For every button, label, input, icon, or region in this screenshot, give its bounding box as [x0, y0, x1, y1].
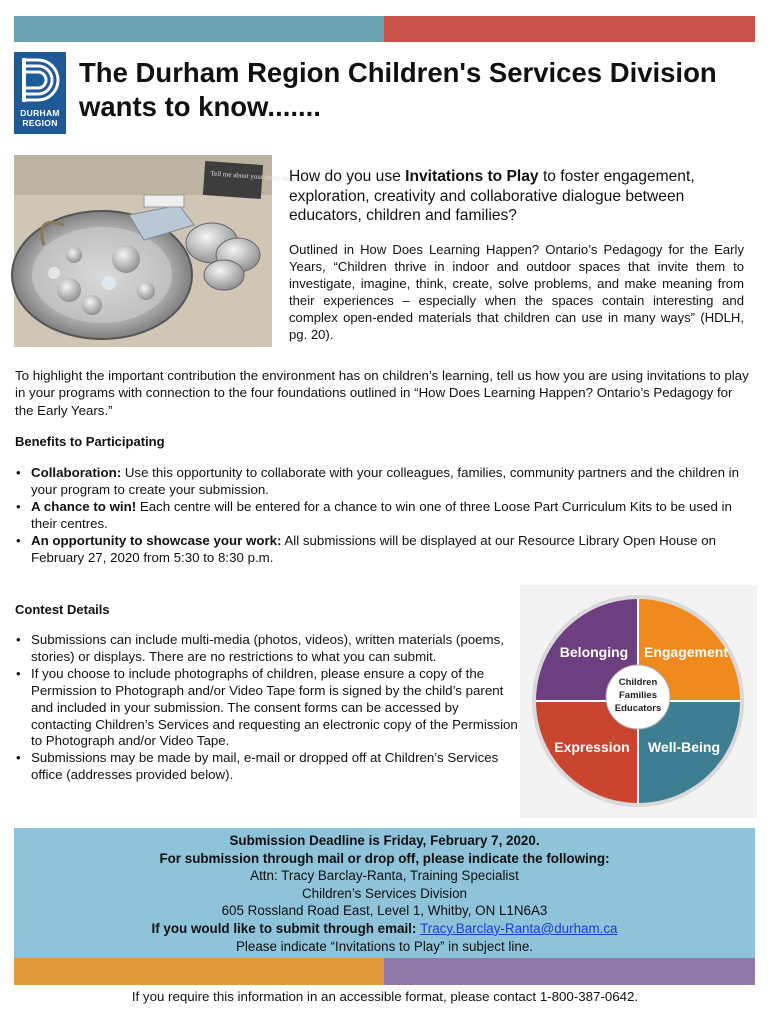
deadline-division: Children’s Services Division	[302, 885, 467, 901]
list-item: • Submissions may be made by mail, e-mail or dropped off at Children’s Services office (addresses provided below).	[15, 750, 520, 784]
logo-line2: REGION	[22, 118, 58, 128]
title-line1: The Durham Region Children's Services Division	[79, 57, 717, 88]
deadline-address: 605 Rossland Road East, Level 1, Whitby, ON L1N6A3	[221, 903, 548, 919]
logo-text	[16, 108, 64, 128]
benefit-bold: An opportunity to showcase your work:	[31, 532, 282, 548]
contest-list	[15, 632, 520, 784]
accessibility-footer: If you require this information in an accessible format, please contact 1-800-387-0642.	[131, 989, 639, 1004]
foundations-wheel	[520, 585, 757, 818]
deadline-line: Submission Deadline is Friday, February 7, 2020.	[229, 833, 540, 848]
top-bar-red	[384, 16, 755, 42]
bottom-bar-purple	[384, 958, 755, 985]
durham-region-logo	[14, 52, 66, 134]
page-title	[79, 56, 759, 124]
email-link[interactable]: Tracy.Barclay-Ranta@durham.ca	[420, 920, 618, 936]
invitation-to-play-photo	[14, 155, 297, 347]
logo-line1: DURHAM	[20, 108, 60, 118]
wheel-label-expression: Expression	[554, 739, 630, 755]
contest-heading: Contest Details	[15, 602, 110, 617]
intro-question-prefix: How do you use	[289, 168, 406, 185]
benefit-bold: A chance to win!	[31, 498, 137, 514]
list-item	[15, 465, 750, 499]
bottom-bar-orange	[14, 958, 384, 985]
photo-illustration	[14, 155, 297, 347]
list-item: • Submissions can include multi-media (photos, videos), written materials (poems, stories) or displays. There are no restrictions to what you can submit.	[15, 632, 520, 666]
intro-paragraph: Outlined in How Does Learning Happen? Ontario’s Pedagogy for the Early Years, “Children thrive in indoor and outdoor spaces that invite them to investigate, imagine, think, create, solve problems, and make meaning from their experiences – especially when the spaces contain interesting and complex open-ended materials that children can use in many ways” (HDLH, pg. 20).	[289, 242, 744, 343]
deadline-email-line	[14, 920, 755, 938]
benefit-text: All submissions will be displayed at our Resource Library Open House on February 27, 2020 from 5:30 to 8:30 p.m.	[31, 532, 717, 565]
title-line2: wants to know.......	[79, 91, 321, 122]
durham-logo-icon	[16, 54, 64, 110]
deadline-instructions: For submission through mail or drop off, please indicate the following:	[159, 850, 610, 866]
benefits-heading: Benefits to Participating	[15, 434, 165, 449]
submission-deadline-box	[14, 828, 755, 958]
list-item	[15, 499, 750, 533]
top-color-bar	[14, 16, 755, 42]
deadline-subject: Please indicate “Invitations to Play” in subject line.	[236, 938, 533, 954]
wheel-label-wellbeing: Well-Being	[647, 739, 721, 755]
intro-question	[289, 167, 749, 226]
deadline-email-prefix: If you would like to submit through email:	[151, 920, 421, 936]
top-bar-teal	[14, 16, 384, 42]
intro-question-suffix: to foster engagement, exploration, creativity and collaborative dialogue between educators, children and families?	[289, 168, 695, 224]
bottom-color-bar	[14, 958, 755, 985]
wheel-center-families: Families	[618, 690, 658, 701]
list-item: • If you choose to include photographs of children, please ensure a copy of the Permission to Photograph and/or Video Tape form is signed by the child’s parent and included in your submission. The consent forms can be accessed by contacting Children’s Services and requesting an electronic copy of the Permission to Photograph and/or Video Tape.	[15, 666, 520, 751]
photo-card-text: Tell me about your shiny story	[210, 169, 297, 184]
deadline-attn: Attn: Tracy Barclay-Ranta, Training Specialist	[250, 868, 519, 884]
benefit-text: Use this opportunity to collaborate with your colleagues, families, community partners and the children in your program to create your submission.	[31, 465, 740, 497]
highlight-paragraph: To highlight the important contribution the environment has on children’s learning, tell us how you are using invitations to play in your programs with connection to the four foundations outlined in “How Does Learning Happen? Ontario’s Pedagogy for the Early Years.”	[15, 368, 749, 418]
benefit-text: Each centre will be entered for a chance to win one of three Loose Part Curriculum Kits to be used in their centres.	[31, 498, 732, 531]
wheel-label-engagement: Engagement	[643, 644, 729, 660]
list-item	[15, 533, 750, 567]
foundations-wheel-graphic	[520, 585, 757, 818]
benefits-list	[15, 465, 750, 566]
wheel-label-belonging: Belonging	[559, 644, 629, 660]
wheel-center-children: Children	[618, 677, 658, 688]
benefit-bold: Collaboration:	[31, 465, 122, 480]
intro-question-bold: Invitations to Play	[405, 168, 539, 185]
wheel-center-educators: Educators	[614, 703, 662, 714]
